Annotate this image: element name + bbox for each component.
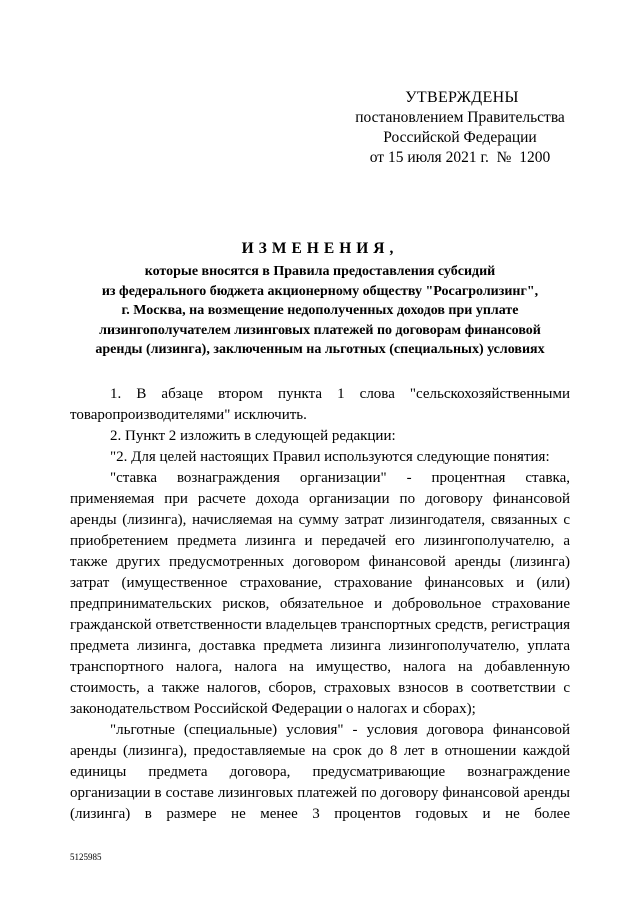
approval-line: постановлением Правительства: [355, 109, 565, 126]
document-subtitle: [50, 262, 590, 360]
approval-date-number: от 15 июля 2021 г. № 1200: [369, 149, 551, 166]
approval-heading: УТВЕРЖДЕНЫ: [405, 89, 519, 106]
paragraph-definition-rate: "ставка вознаграждения организации" - процентная ставка, применяемая при расчете дохода организации по договору финансовой аренды (лизинга), начисляемая на сумму затрат лизингодателя, связанных с приобретением предмета лизинга и передачей его лизингополучателю, а также других предусмотренных договором финансовой аренды (лизинга) затрат (имущественное страхование, страхование финансовых и (или) предпринимательских рисков, обязательное и добровольное страхование гражданской ответственности владельцев транспортных средств, регистрация предмета лизинга, доставка предмета лизинга лизингополучателю, уплата транспортного налога, налога на имущество, налога на добавленную стоимость, а также налогов, сборов, страховых взносов в соответствии с законодательством Российской Федерации о налогах и сборах);: [70, 470, 570, 717]
subtitle-line: лизингополучателем лизинговых платежей по договорам финансовой: [99, 322, 541, 338]
paragraph-item-2: 2. Пункт 2 изложить в следующей редакции:: [110, 428, 396, 444]
paragraph-item-1: 1. В абзаце втором пункта 1 слова "сельскохозяйственными товаропроизводителями" исключить.: [70, 386, 570, 423]
document-title: ИЗМЕНЕНИЯ,: [241, 240, 399, 257]
approval-line: Российской Федерации: [383, 129, 537, 146]
document-body: [70, 384, 570, 825]
subtitle-line: которые вносятся в Правила предоставления субсидий: [144, 264, 496, 279]
subtitle-line: г. Москва, на возмещение недополученных доходов при уплате: [121, 303, 519, 318]
paragraph-definition-terms: "льготные (специальные) условия" - условия договора финансовой аренды (лизинга), предоставляемые на срок до 8 лет в отношении каждой единицы предмета договора, предусматривающие вознаграждение организации в составе лизинговых платежей по договору финансовой аренды (лизинга) в размере не менее 3 процентов годовых и не более: [70, 722, 570, 822]
approval-block: [330, 88, 590, 168]
paragraph-quote-intro: "2. Для целей настоящих Правил используются следующие понятия:: [110, 449, 550, 465]
subtitle-line: аренды (лизинга), заключенным на льготных (специальных) условиях: [95, 342, 545, 357]
subtitle-line: из федерального бюджета акционерному обществу "Росагролизинг",: [101, 283, 539, 299]
footer-document-code: 5125985: [70, 852, 102, 862]
